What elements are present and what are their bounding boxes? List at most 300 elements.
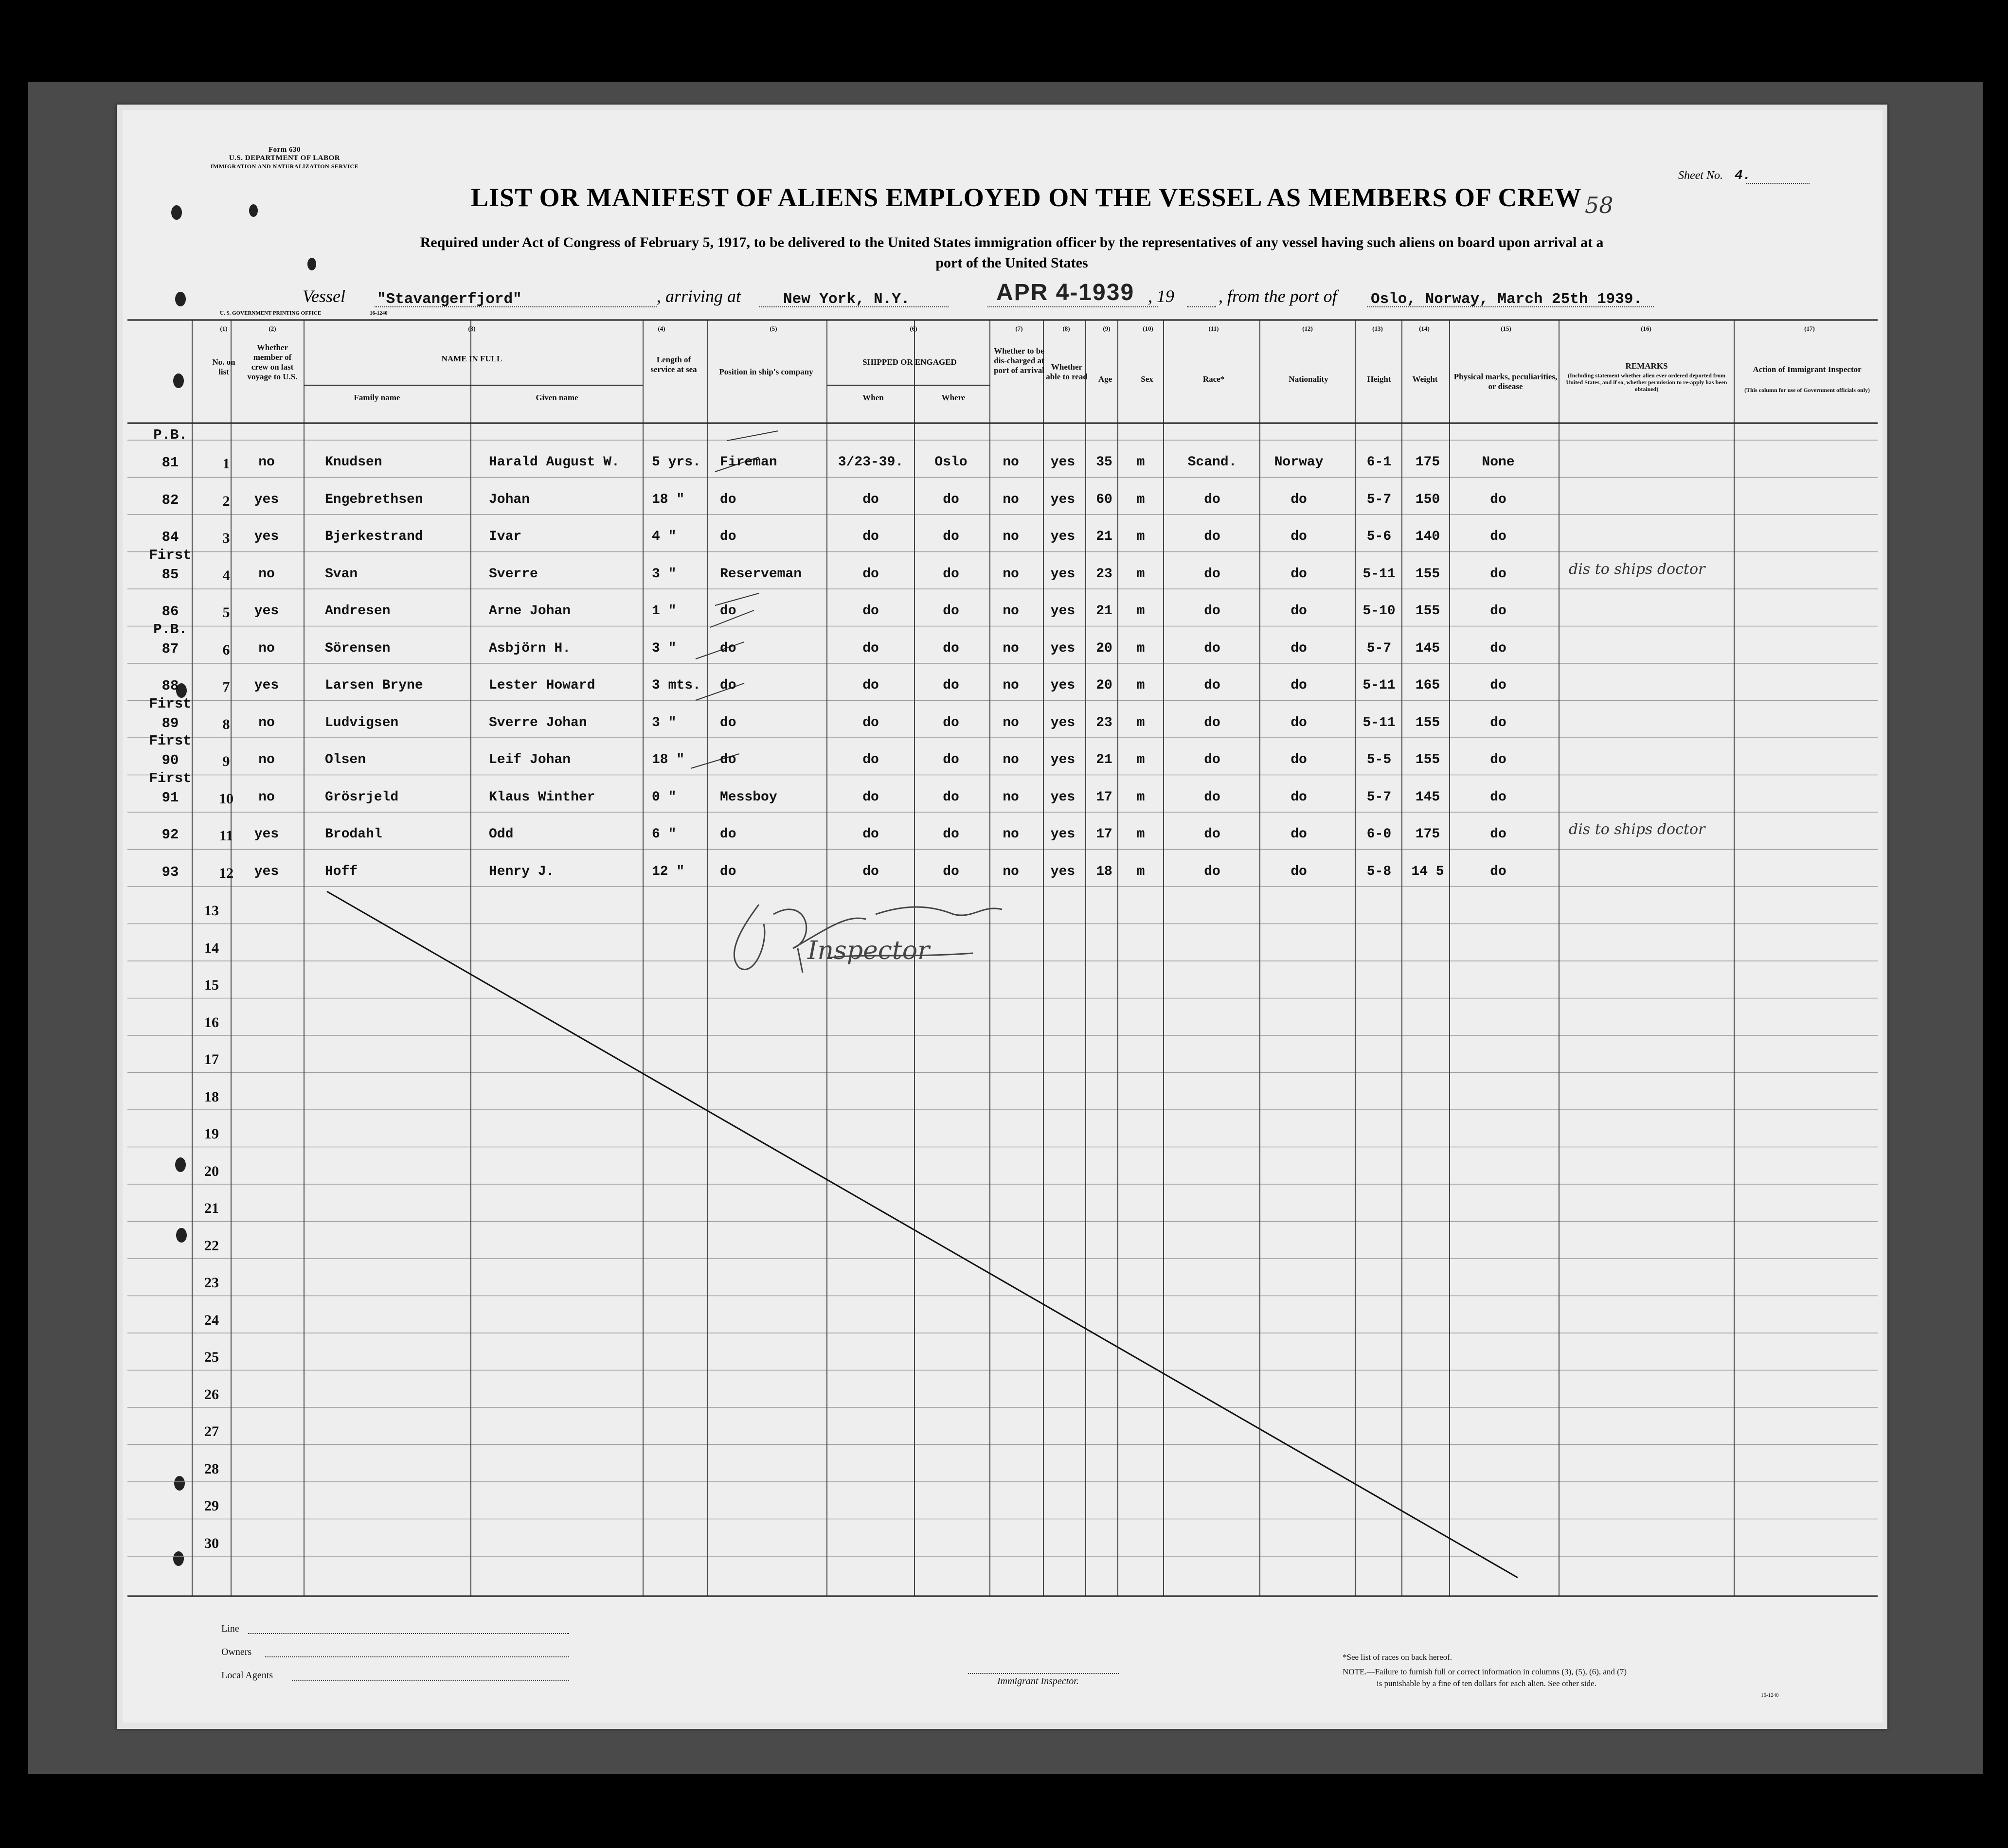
sex: m [1136, 455, 1145, 470]
physical-marks: do [1490, 678, 1506, 693]
able-to-read: yes [1050, 789, 1076, 805]
footer-note-1: NOTE.—Failure to furnish full or correct information in columns (3), (5), (6), and (7) [1343, 1667, 1627, 1676]
nationality: do [1291, 492, 1307, 507]
pb-annotation: First [149, 770, 192, 786]
shipped-where: do [943, 604, 959, 619]
col-header-no-on-list: No. on list [212, 357, 235, 376]
col-header-discharged: Whether to be dis-charged at port of arrival [994, 346, 1044, 375]
crew-last-voyage: no [258, 715, 275, 730]
col-number-1: (1) [220, 325, 228, 332]
remark-handwritten: dis to ships doctor [1569, 560, 1705, 578]
able-to-read: yes [1050, 827, 1076, 842]
line-number: 22 [204, 1237, 219, 1254]
shipped-when: do [862, 678, 879, 693]
col-number-13: (13) [1372, 325, 1383, 332]
form-department: U.S. DEPARTMENT OF LABOR [229, 154, 341, 162]
col-number-4: (4) [658, 325, 665, 332]
age: 21 [1096, 529, 1112, 544]
given-name: Henry J. [489, 864, 555, 879]
col-header-last-voyage: Whether member of crew on last voyage to U.S. [247, 343, 298, 381]
height: 5-8 [1366, 864, 1392, 879]
col-header-where: Where [941, 393, 966, 402]
col-number-9: (9) [1103, 325, 1111, 332]
footer-inspector-rule [968, 1673, 1119, 1674]
length-of-service: 3 " [652, 715, 677, 730]
ship-position: do [720, 604, 736, 619]
family-name: Svan [325, 566, 358, 582]
age: 18 [1096, 864, 1112, 879]
line-number: 25 [204, 1349, 219, 1365]
col-header-family-name: Family name [354, 393, 400, 402]
col-header-given-name: Given name [536, 393, 578, 402]
pb-number: 92 [161, 827, 179, 843]
pb-number: 88 [161, 678, 179, 694]
line-number: 29 [204, 1498, 219, 1514]
family-name: Olsen [325, 752, 366, 767]
length-of-service: 5 yrs. [652, 455, 701, 470]
family-name: Grösrjeld [325, 789, 399, 805]
line-number: 24 [204, 1312, 219, 1328]
sex: m [1136, 604, 1145, 619]
sex: m [1136, 640, 1145, 656]
height: 6-0 [1366, 827, 1392, 842]
printing-office: U. S. GOVERNMENT PRINTING OFFICE [220, 310, 322, 316]
age: 23 [1096, 715, 1112, 730]
col-number-3: (3) [468, 325, 476, 332]
vessel-label: Vessel [303, 286, 345, 306]
col-number-12: (12) [1302, 325, 1313, 332]
nationality: do [1291, 752, 1307, 767]
length-of-service: 3 " [652, 640, 677, 656]
race: do [1204, 752, 1220, 767]
crew-last-voyage: no [258, 640, 275, 656]
shipped-when: 3/23-39. [838, 455, 904, 470]
race: do [1204, 678, 1220, 693]
length-of-service: 18 " [652, 492, 685, 507]
col-number-7: (7) [1015, 325, 1023, 332]
inspector-signature [700, 885, 1051, 982]
col-header-shipped-engaged: SHIPPED OR ENGAGED [862, 357, 957, 367]
shipped-where: do [943, 864, 959, 879]
discharged-at-port: no [1003, 455, 1019, 470]
length-of-service: 1 " [652, 604, 677, 619]
sheet-number-value: 4. [1734, 168, 1751, 183]
pb-number: 87 [161, 640, 179, 657]
line-number: 9 [222, 753, 230, 769]
departure-port: Oslo, Norway, March 25th 1939. [1371, 291, 1643, 308]
line-number: 6 [222, 641, 230, 658]
nationality: do [1291, 604, 1307, 619]
signature-title: Inspector [807, 936, 930, 965]
able-to-read: yes [1050, 640, 1076, 656]
ship-position: do [720, 640, 736, 656]
height: 5-11 [1363, 715, 1396, 730]
col-header-remarks-note: (Including statement whether alien ever ordered deported from United States, and if so, whether permission to re-apply has been obtained) [1566, 372, 1727, 392]
height: 5-7 [1366, 789, 1392, 805]
discharged-at-port: no [1003, 789, 1019, 805]
pb-number: 91 [161, 789, 179, 806]
col-number-15: (15) [1501, 325, 1511, 332]
line-number: 28 [204, 1460, 219, 1477]
pb-number: 85 [161, 566, 179, 583]
discharged-at-port: no [1003, 864, 1019, 879]
shipped-when: do [862, 752, 879, 767]
given-name: Ivar [489, 529, 522, 544]
crew-last-voyage: no [258, 566, 275, 582]
weight: 175 [1415, 455, 1440, 470]
col-header-position: Position in ship's company [719, 367, 813, 376]
line-number: 17 [204, 1051, 219, 1067]
weight: 14 5 [1411, 864, 1444, 879]
discharged-at-port: no [1003, 752, 1019, 767]
shipped-where: do [943, 492, 959, 507]
length-of-service: 0 " [652, 789, 677, 805]
length-of-service: 3 " [652, 566, 677, 582]
col-header-sex: Sex [1141, 374, 1153, 384]
pb-number: 81 [161, 455, 179, 471]
given-name: Arne Johan [489, 604, 571, 619]
sex: m [1136, 827, 1145, 842]
crew-last-voyage: yes [254, 678, 279, 693]
race: do [1204, 827, 1220, 842]
weight: 155 [1415, 752, 1440, 767]
crew-last-voyage: no [258, 752, 275, 767]
shipped-when: do [862, 640, 879, 656]
physical-marks: do [1490, 566, 1506, 582]
pb-annotation: First [149, 547, 192, 563]
crew-last-voyage: yes [254, 864, 279, 879]
pb-label: P.B. [153, 427, 187, 443]
line-number: 11 [219, 828, 233, 844]
col-header-length-of-service: Length of service at sea [650, 355, 697, 374]
sex: m [1136, 492, 1145, 507]
age: 60 [1096, 492, 1112, 507]
arrival-date-stamp: APR 4-1939 [996, 280, 1135, 305]
col-header-remarks: REMARKS [1625, 361, 1668, 371]
race: do [1204, 789, 1220, 805]
sex: m [1136, 529, 1145, 544]
discharged-at-port: no [1003, 827, 1019, 842]
shipped-where: do [943, 752, 959, 767]
crew-last-voyage: yes [254, 827, 279, 842]
footer-owners-rule [265, 1656, 569, 1657]
physical-marks: do [1490, 529, 1506, 544]
family-name: Ludvigsen [325, 715, 399, 730]
ship-position: Messboy [720, 789, 777, 805]
length-of-service: 3 mts. [652, 678, 701, 693]
shipped-where: do [943, 715, 959, 730]
col-header-inspector-action: Action of Immigrant Inspector [1753, 365, 1862, 374]
able-to-read: yes [1050, 752, 1076, 767]
weight: 155 [1415, 566, 1440, 582]
footer-agents-rule [292, 1680, 569, 1681]
shipped-when: do [862, 492, 879, 507]
race: do [1204, 566, 1220, 582]
age: 21 [1096, 604, 1112, 619]
ship-position: do [720, 864, 736, 879]
given-name: Odd [489, 827, 514, 842]
line-number: 19 [204, 1126, 219, 1142]
sex: m [1136, 715, 1145, 730]
line-number: 30 [204, 1535, 219, 1551]
ship-position: do [720, 678, 736, 693]
shipped-where: Oslo [934, 455, 968, 470]
physical-marks: do [1490, 827, 1506, 842]
line-number: 2 [222, 493, 230, 509]
line-number: 16 [204, 1014, 219, 1031]
nationality: Norway [1274, 455, 1324, 470]
length-of-service: 18 " [652, 752, 685, 767]
given-name: Klaus Winther [489, 789, 595, 805]
family-name: Hoff [325, 864, 358, 879]
line-number: 23 [204, 1275, 219, 1291]
given-name: Sverre [489, 566, 538, 582]
weight: 155 [1415, 604, 1440, 619]
race: do [1204, 715, 1220, 730]
family-name: Larsen Bryne [325, 678, 423, 693]
col-number-14: (14) [1419, 325, 1430, 332]
line-number: 20 [204, 1163, 219, 1179]
line-number: 14 [204, 940, 219, 956]
ship-position: do [720, 529, 736, 544]
line-number: 7 [222, 679, 230, 695]
col-header-when: When [862, 393, 884, 402]
height: 5-11 [1363, 566, 1396, 582]
age: 21 [1096, 752, 1112, 767]
sex: m [1136, 789, 1145, 805]
weight: 155 [1415, 715, 1440, 730]
family-name: Brodahl [325, 827, 382, 842]
col-number-10: (10) [1143, 325, 1153, 332]
shipped-where: do [943, 529, 959, 544]
form-number: Form 630 [268, 146, 301, 154]
col-header-name-in-full: NAME IN FULL [441, 354, 502, 363]
crew-last-voyage: yes [254, 604, 279, 619]
given-name: Sverre Johan [489, 715, 587, 730]
physical-marks: do [1490, 715, 1506, 730]
corner-handwritten-mark: 58 [1585, 192, 1614, 218]
line-number: 1 [222, 456, 230, 472]
physical-marks: do [1490, 864, 1506, 879]
crew-last-voyage: yes [254, 529, 279, 544]
age: 23 [1096, 566, 1112, 582]
sex: m [1136, 566, 1145, 582]
subtitle-line-2: port of the United States [935, 255, 1088, 271]
length-of-service: 12 " [652, 864, 685, 879]
nationality: do [1291, 715, 1307, 730]
col-header-able-to-read: Whether able to read [1046, 362, 1088, 381]
ship-position: do [720, 715, 736, 730]
col-number-8: (8) [1062, 325, 1070, 332]
ship-position: Fireman [720, 455, 777, 470]
col-header-physical-marks: Physical marks, peculiarities, or disease [1453, 372, 1558, 391]
age: 35 [1096, 455, 1112, 470]
shipped-when: do [862, 529, 879, 544]
able-to-read: yes [1050, 455, 1076, 470]
physical-marks: do [1490, 752, 1506, 767]
height: 5-11 [1363, 678, 1396, 693]
footer-owners-label: Owners [221, 1647, 252, 1657]
height: 5-6 [1366, 529, 1392, 544]
weight: 165 [1415, 678, 1440, 693]
discharged-at-port: no [1003, 678, 1019, 693]
line-number: 26 [204, 1386, 219, 1403]
vessel-name: "Stavangerfjord" [377, 291, 522, 308]
pb-annotation: First [149, 733, 192, 749]
weight: 140 [1415, 529, 1440, 544]
age: 17 [1096, 827, 1112, 842]
subtitle-line-1: Required under Act of Congress of February 5, 1917, to be delivered to the United States immigration officer by the representatives of any vessel having such aliens on board upon arrival at a [420, 234, 1604, 250]
family-name: Knudsen [325, 455, 382, 470]
sheet-number-label: Sheet No. [1678, 169, 1723, 182]
pb-number: 93 [161, 864, 179, 880]
line-number: 3 [222, 530, 230, 546]
sex: m [1136, 678, 1145, 693]
given-name: Leif Johan [489, 752, 571, 767]
age: 20 [1096, 640, 1112, 656]
shipped-where: do [943, 678, 959, 693]
line-number: 4 [222, 567, 230, 584]
ship-position: do [720, 752, 736, 767]
shipped-where: do [943, 789, 959, 805]
family-name: Engebrethsen [325, 492, 423, 507]
height: 5-10 [1363, 604, 1396, 619]
col-number-6: (6) [910, 325, 917, 332]
footer-agents-label: Local Agents [221, 1670, 273, 1681]
discharged-at-port: no [1003, 604, 1019, 619]
shipped-when: do [862, 789, 879, 805]
length-of-service: 4 " [652, 529, 677, 544]
footer-race-note: *See list of races on back hereof. [1343, 1653, 1452, 1662]
discharged-at-port: no [1003, 566, 1019, 582]
age: 20 [1096, 678, 1112, 693]
col-number-5: (5) [770, 325, 777, 332]
pb-annotation: First [149, 695, 192, 712]
line-number: 15 [204, 977, 219, 993]
line-number: 27 [204, 1423, 219, 1439]
able-to-read: yes [1050, 678, 1076, 693]
ship-position: do [720, 492, 736, 507]
discharged-at-port: no [1003, 715, 1019, 730]
line-number: 8 [222, 716, 230, 732]
from-label: , from the port of [1219, 286, 1337, 306]
pb-number: 82 [161, 492, 179, 508]
physical-marks: do [1490, 789, 1506, 805]
nationality: do [1291, 789, 1307, 805]
line-number: 18 [204, 1088, 219, 1105]
nationality: do [1291, 529, 1307, 544]
col-number-2: (2) [269, 325, 276, 332]
nationality: do [1291, 678, 1307, 693]
weight: 150 [1415, 492, 1440, 507]
family-name: Bjerkestrand [325, 529, 423, 544]
line-number: 13 [204, 903, 219, 919]
year-label: , 19 [1148, 286, 1174, 306]
race: Scand. [1187, 455, 1237, 470]
able-to-read: yes [1050, 529, 1076, 544]
col-number-11: (11) [1208, 325, 1219, 332]
sex: m [1136, 864, 1145, 879]
shipped-when: do [862, 715, 879, 730]
shipped-where: do [943, 827, 959, 842]
arriving-label: , arriving at [657, 286, 741, 306]
shipped-where: do [943, 566, 959, 582]
height: 5-7 [1366, 492, 1392, 507]
footer-note-2: is punishable by a fine of ten dollars for each alien. See other side. [1377, 1679, 1596, 1688]
shipped-when: do [862, 566, 879, 582]
footer-form-code: 16-1240 [1761, 1692, 1779, 1698]
pb-number: 90 [161, 752, 179, 768]
line-number: 10 [219, 790, 233, 807]
sex: m [1136, 752, 1145, 767]
family-name: Sörensen [325, 640, 391, 656]
col-header-age: Age [1098, 374, 1112, 384]
shipped-when: do [862, 604, 879, 619]
race: do [1204, 604, 1220, 619]
footer-inspector-label: Immigrant Inspector. [997, 1676, 1079, 1687]
physical-marks: do [1490, 604, 1506, 619]
race: do [1204, 529, 1220, 544]
line-number: 5 [222, 604, 230, 621]
height: 6-1 [1366, 455, 1392, 470]
family-name: Andresen [325, 604, 391, 619]
able-to-read: yes [1050, 864, 1076, 879]
length-of-service: 6 " [652, 827, 677, 842]
weight: 145 [1415, 789, 1440, 805]
print-code: 16-1240 [370, 310, 388, 316]
nationality: do [1291, 640, 1307, 656]
weight: 145 [1415, 640, 1440, 656]
line-number: 12 [219, 865, 233, 881]
page-title: LIST OR MANIFEST OF ALIENS EMPLOYED ON THE VESSEL AS MEMBERS OF CREW [471, 183, 1582, 212]
col-number-17: (17) [1804, 325, 1815, 332]
col-header-height: Height [1367, 374, 1391, 384]
crew-last-voyage: no [258, 789, 275, 805]
discharged-at-port: no [1003, 640, 1019, 656]
able-to-read: yes [1050, 715, 1076, 730]
physical-marks: do [1490, 492, 1506, 507]
race: do [1204, 640, 1220, 656]
discharged-at-port: no [1003, 492, 1019, 507]
pb-number: 84 [161, 529, 179, 545]
pb-number: 86 [161, 604, 179, 620]
shipped-where: do [943, 640, 959, 656]
pb-annotation: P.B. [153, 621, 187, 638]
form-service: IMMIGRATION AND NATURALIZATION SERVICE [210, 163, 359, 170]
ship-position: Reserveman [720, 566, 802, 582]
race: do [1204, 492, 1220, 507]
nationality: do [1291, 566, 1307, 582]
line-number: 21 [204, 1200, 219, 1216]
col-header-race: Race* [1202, 374, 1225, 384]
given-name: Asbjörn H. [489, 640, 571, 656]
nationality: do [1291, 827, 1307, 842]
weight: 175 [1415, 827, 1440, 842]
footer-line-label: Line [221, 1623, 239, 1634]
ship-position: do [720, 827, 736, 842]
crew-last-voyage: no [258, 455, 275, 470]
col-header-nationality: Nationality [1289, 374, 1328, 384]
crew-last-voyage: yes [254, 492, 279, 507]
remark-handwritten: dis to ships doctor [1569, 821, 1705, 838]
physical-marks: do [1490, 640, 1506, 656]
footer-line-rule [248, 1633, 569, 1634]
nationality: do [1291, 864, 1307, 879]
given-name: Lester Howard [489, 678, 595, 693]
age: 17 [1096, 789, 1112, 805]
pb-number: 89 [161, 715, 179, 731]
cancel-diagonal-line [327, 891, 1518, 1578]
